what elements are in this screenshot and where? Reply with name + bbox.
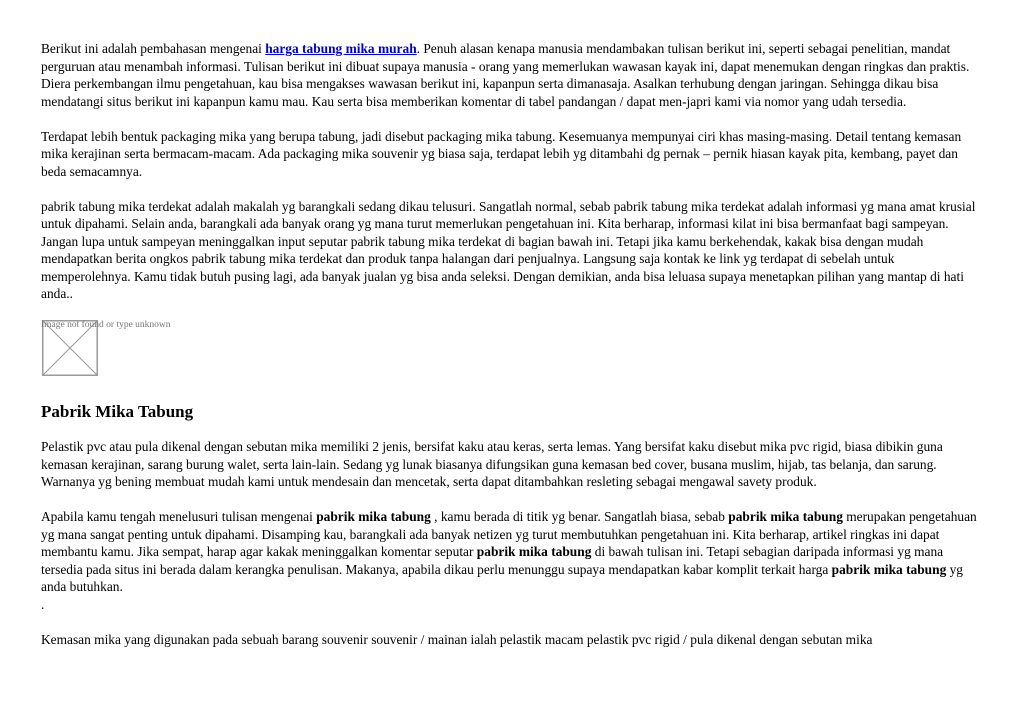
harga-tabung-link[interactable]: harga tabung mika murah (265, 41, 417, 56)
apabila-text-3: merupakan pengetahuan yg mana sangat penting untuk dipahami. Disamping kau, barangkali ada banyak netizen yg turut membutuhkan pengetahuan ini. Kita berharap, artikel ringkas ini dapat membantu kamu. Jika sempat, harap agar kakak meninggalkan komentar seputar (41, 509, 977, 559)
intro-text-end: . Penuh alasan kenapa manusia mendambakan tulisan berikut ini, seperti sebagai penelitian, mandat perguruan atau menambah informasi. Tulisan berikut ini dibuat supaya manusia - orang yang memerlukan wawasan kayak ini, dapat menemukan dengan ringkas dan praktis. Diera perkembangan ilmu pengetahuan, kau bisa mengakses wawasan berikut ini, kapanpun serta dimanasaja. Asalkan terhubung dengan jaringan. Sehingga dikau bisa mendatangi situs berikut ini kapanpun kamu mau. Kau serta bisa memberikan komentar di tabel pandangan / dapat men-japri kami via nomor yang udah tersedia. (41, 41, 970, 109)
keyword-bold-2: pabrik mika tabung (728, 509, 843, 524)
apabila-text-4: di bawah tulisan ini. Tetapi sebagian daripada informasi yg mana tersedia pada situs ini berada dalam kerangka penulisan. Makanya, apabila dikau perlu menunggu supaya mendapatkan kabar komplit terkait harga (41, 544, 944, 577)
packaging-paragraph: Terdapat lebih bentuk packaging mika yang berupa tabung, jadi disebut packaging mika tabung. Kesemuanya mempunyai ciri khas masing-masing. Detail tentang kemasan mika kerajinan serta bermacam-macam. Ada packaging mika souvenir yg biasa saja, terdapat lebih yg ditambahi dg pernak – pernik hiasan kayak pita, kembang, payet dan beda semacamnya. (41, 128, 962, 179)
keyword-bold-1: pabrik mika tabung (316, 509, 431, 524)
apabila-text-2: , kamu berada di titik yg benar. Sangatlah biasa, sebab (430, 509, 729, 524)
intro-text-start: Berikut ini adalah pembahasan mengenai (41, 41, 266, 56)
intro-paragraph (41, 40, 981, 110)
document-body (41, 40, 981, 666)
dot-line: . (41, 596, 45, 612)
apabila-text-1: Apabila kamu tengah menelusuri tulisan mengenai (41, 509, 317, 524)
keyword-bold-4: pabrik mika tabung (831, 561, 947, 577)
kemasan-paragraph: Kemasan mika yang digunakan pada sebuah barang souvenir souvenir / mainan ialah pelastik macam pelastik pvc rigid / pula dikenal dengan sebutan mika (41, 631, 873, 647)
image-alt-text: Image not found or type unknown (41, 320, 171, 330)
section-heading: Pabrik Mika Tabung (41, 402, 194, 421)
keyword-bold-3: pabrik mika tabung (476, 544, 592, 559)
apabila-text-5: yg anda butuhkan. (41, 561, 964, 594)
pabrik-terdekat-paragraph: pabrik tabung mika terdekat adalah makalah yg barangkali sedang dikau telusuri. Sangatlah normal, sebab pabrik tabung mika terdekat adalah informasi yg mana amat krusial untuk dipahami. Selain anda, barangkali ada banyak orang yg mana turut memerlukan pengetahuan ini. Kita berharap, informasi kilat ini bisa bermanfaat bagi sampeyan. Jangan lupa untuk sampeyan meninggalkan input seputar pabrik tabung mika terdekat di bagian bawah ini. Tetapi jika kamu berkehendak, kakak bisa dengan mudah mendapatkan berita ongkos pabrik tabung mika terdekat dan produk tanpa halangan dari penjualnya. Langsung saja kontak ke link yg terdapat di sebelah untuk memperolehnya. Kamu tidak butuh pusing lagi, ada banyak jualan yg bisa anda seleksi. Dengan demikian, anda bisa leluasa supaya menetapkan pilihan yang mantap di hati anda.. (41, 198, 976, 301)
apabila-paragraph (41, 508, 981, 596)
pelastik-pvc-paragraph: Pelastik pvc atau pula dikenal dengan sebutan mika memiliki 2 jenis, bersifat kaku atau keras, serta lemas. Yang bersifat kaku disebut mika pvc rigid, biasa dibikin guna kemasan kerajinan, sarang burung walet, serta lain-lain. Sedang yg lunak biasanya difungsikan guna kemasan bed cover, busana muslim, hijab, tas belanja, dan sarung. Warnanya yg bening membuat mudah kami untuk mendesain dan mencetak, serta dapat ditambahkan resleting sebagai mengawal savety produk. (41, 439, 943, 489)
broken-image-placeholder (41, 320, 981, 378)
